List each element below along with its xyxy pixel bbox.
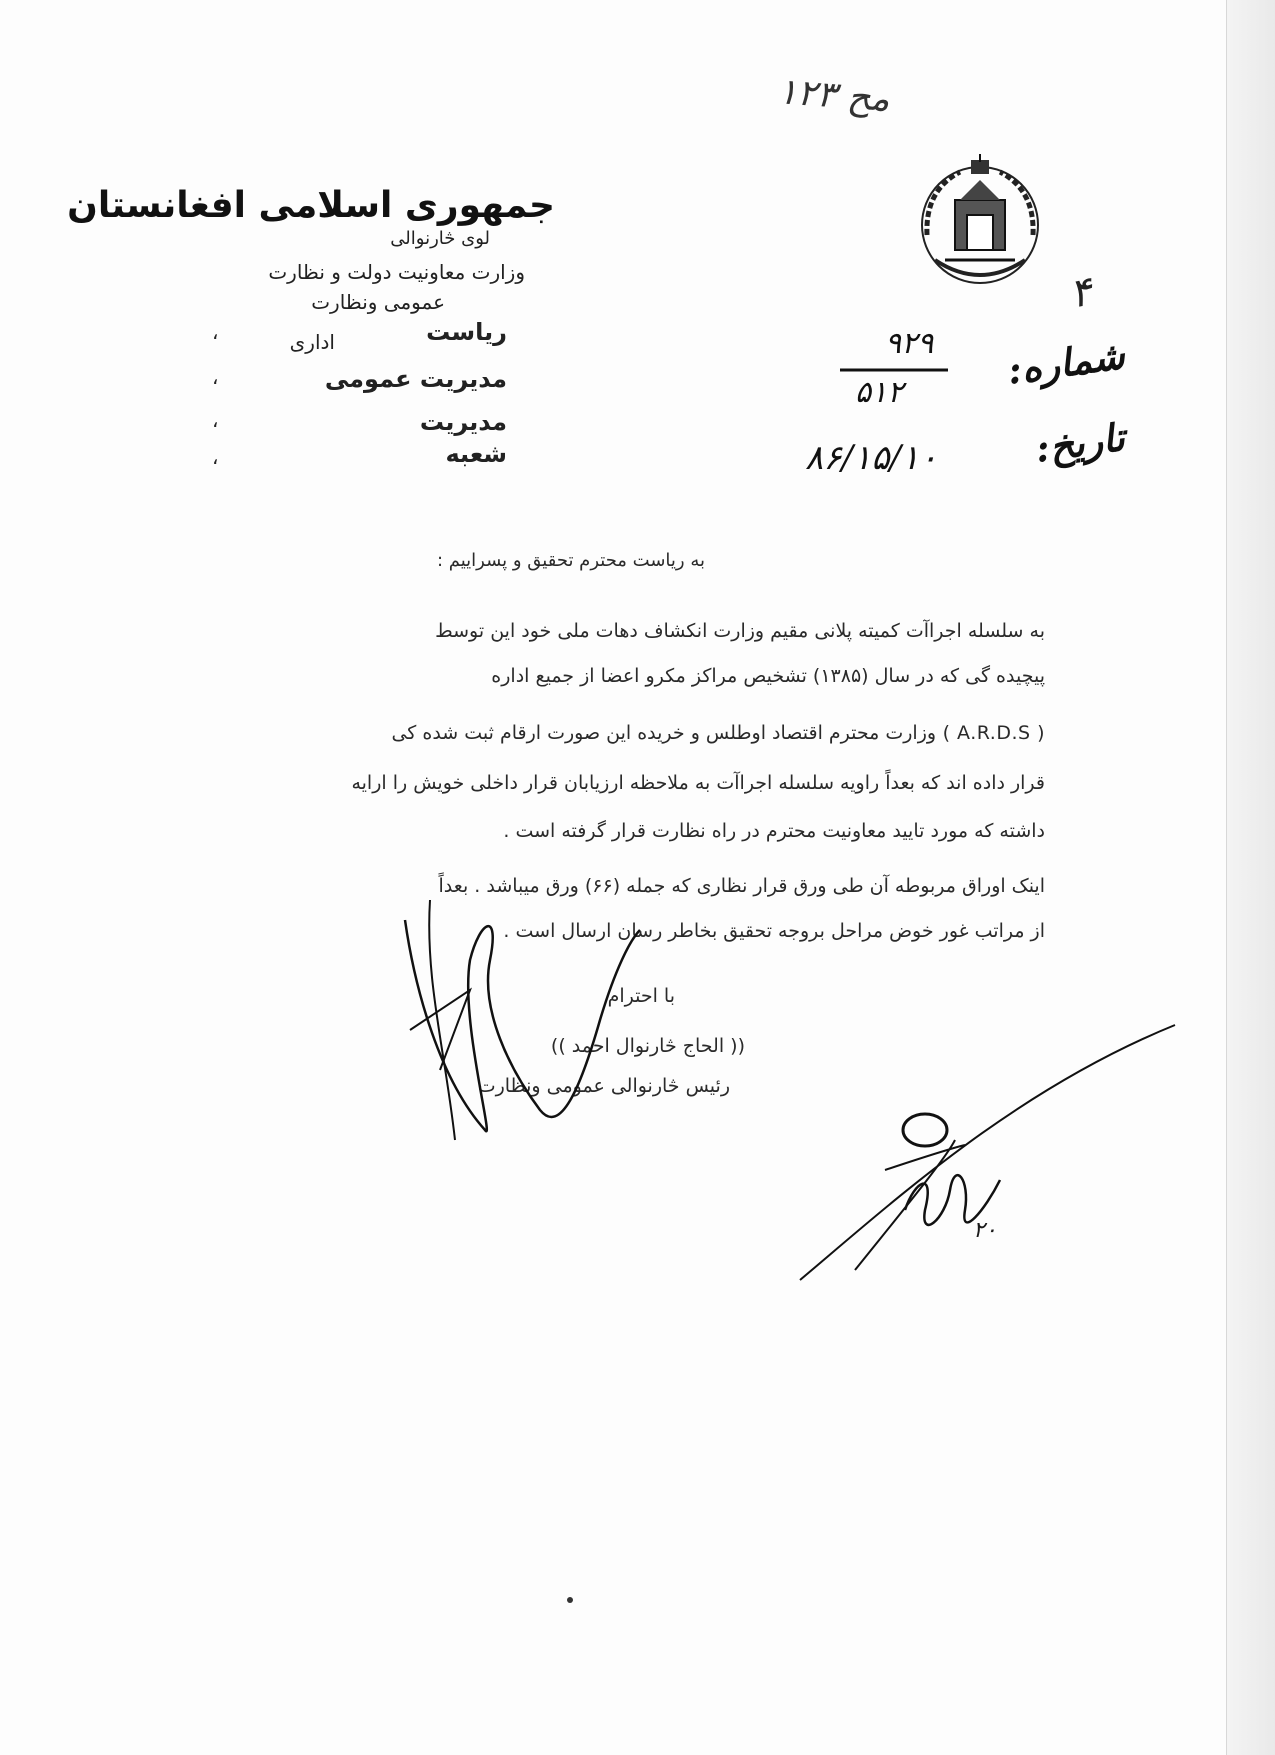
header-riasat: ریاست — [426, 318, 507, 346]
approval-signature — [795, 1010, 1195, 1300]
number-label: شماره: — [1004, 332, 1128, 393]
body-line-7: از مراتب غور خوض مراحل بروجه تحقیق بخاطر رسان ارسال است . — [503, 920, 1045, 942]
salutation: به ریاست محترم تحقیق و پسراییم : — [436, 550, 705, 571]
body-line-4: قرار داده اند که بعداً راویه سلسله اجراآت به ملاحظه ارزیابان قرار داخلی خویش را ارایه — [351, 772, 1045, 794]
body-line-5: داشته که مورد تایید معاونیت محترم در راه نظارت قرار گرفته است . — [503, 820, 1045, 842]
closing-regards: با احترام — [607, 985, 675, 1007]
header-shoba: شعبه — [445, 440, 507, 468]
header-mark: ، — [212, 365, 219, 389]
date-label: تاریخ: — [1032, 413, 1128, 472]
header-mark: ، — [212, 408, 219, 432]
closing-name: (( الحاج څارنوال احمد )) — [550, 1035, 745, 1057]
number-bottom: ۵۱۲ — [855, 375, 904, 410]
header-idari: اداری — [289, 330, 335, 354]
header-line-1: لوی څارنوالی — [390, 228, 490, 249]
header-modiriat: مدیریت — [419, 408, 507, 436]
national-emblem-seal — [905, 150, 1055, 300]
handwritten-signature — [400, 900, 700, 1180]
header-line-2: وزارت معاونیت دولت و نظارت — [268, 260, 525, 284]
page-mark: ۴ — [1065, 268, 1097, 318]
body-line-6: اینک اوراق مربوطه آن طی ورق قرار نظاری که جمله (۶۶) ورق میباشد . بعداً — [438, 875, 1045, 897]
signature-note: ۲۰ — [973, 1218, 997, 1243]
closing-title: رئیس څارنوالی عمومی ونظارت — [477, 1075, 730, 1097]
country-title: جمهوری اسلامی افغانستان — [67, 185, 555, 226]
scan-edge — [1226, 0, 1275, 1755]
header-mark: ، — [212, 445, 219, 469]
header-modiriat-umumi: مدیریت عمومی — [324, 365, 507, 393]
scan-dot — [567, 1597, 573, 1603]
top-handwritten-note: مح ۱۲۳ — [776, 71, 892, 120]
header-line-3: عمومی ونظارت — [311, 290, 445, 314]
body-line-1: به سلسله اجراآت کمیته پلانی مقیم وزارت انکشاف دهات ملی خود این توسط — [435, 620, 1045, 642]
body-line-2: پیچیده گی که در سال (۱۳۸۵) تشخیص مراکز مکرو اعضا از جمیع اداره — [491, 665, 1045, 687]
number-top: ۹۲۹ — [885, 326, 934, 361]
date-value: ۸۶/۱۵/۱۰ — [805, 438, 938, 478]
body-line-3: ( A.R.D.S ) وزارت محترم اقتصاد اوطلس و خریده این صورت ارقام ثبت شده کی — [391, 722, 1045, 744]
number-divider — [840, 368, 950, 372]
header-mark: ، — [212, 320, 219, 344]
